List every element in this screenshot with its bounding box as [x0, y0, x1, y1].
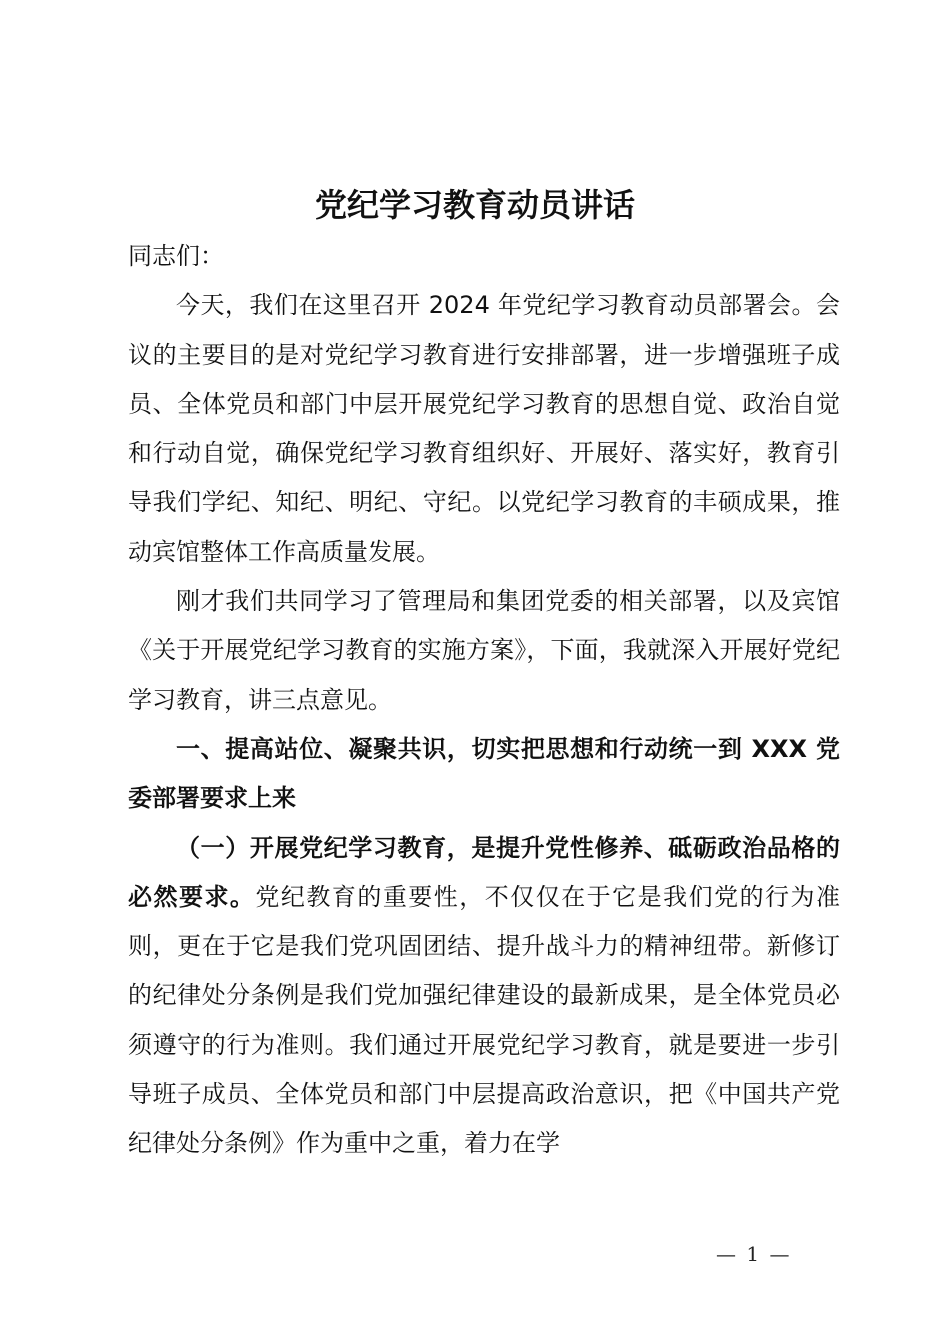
paragraph-section-1-1 — [128, 824, 840, 1169]
paragraph-opening: 今天，我们在这里召开 2024 年党纪学习教育动员部署会。会议的主要目的是对党纪学习教育进行安排部署，进一步增强班子成员、全体党员和部门中层开展党纪学习教育的思想自觉、政治自觉和行动自觉，确保党纪学习教育组织好、开展好、落实好，教育引导我们学纪、知纪、明纪、守纪。以党纪学习教育的丰硕成果，推动宾馆整体工作高质量发展。 — [128, 291, 840, 566]
document-title: 党纪学习教育动员讲话 — [314, 186, 635, 224]
document-body — [128, 232, 840, 1169]
salutation: 同志们： — [128, 242, 224, 270]
paragraph-intro: 刚才我们共同学习了管理局和集团党委的相关部署，以及宾馆《关于开展党纪学习教育的实施方案》，下面，我就深入开展好党纪学习教育，讲三点意见。 — [128, 587, 840, 714]
page-number: — 1 — — [716, 1242, 792, 1266]
paragraph-section-1-1-text: 党纪教育的重要性，不仅仅在于它是我们党的行为准则，更在于它是我们党巩固团结、提升战斗力的精神纽带。新修订的纪律处分条例是我们党加强纪律建设的最新成果，是全体党员必须遵守的行为准则。我们通过开展党纪学习教育，就是要进一步引导班子成员、全体党员和部门中层提高政治意识，把《中国共产党纪律处分条例》作为重中之重，着力在学 — [128, 882, 841, 1158]
section-heading-1: 一、提高站位、凝聚共识，切实把思想和行动统一到 XXX 党委部署要求上来 — [128, 734, 840, 813]
subheading-1: （一）开展党纪学习教育，是提升党性修养、砥砺政治品格的必然要求。 — [128, 833, 840, 911]
